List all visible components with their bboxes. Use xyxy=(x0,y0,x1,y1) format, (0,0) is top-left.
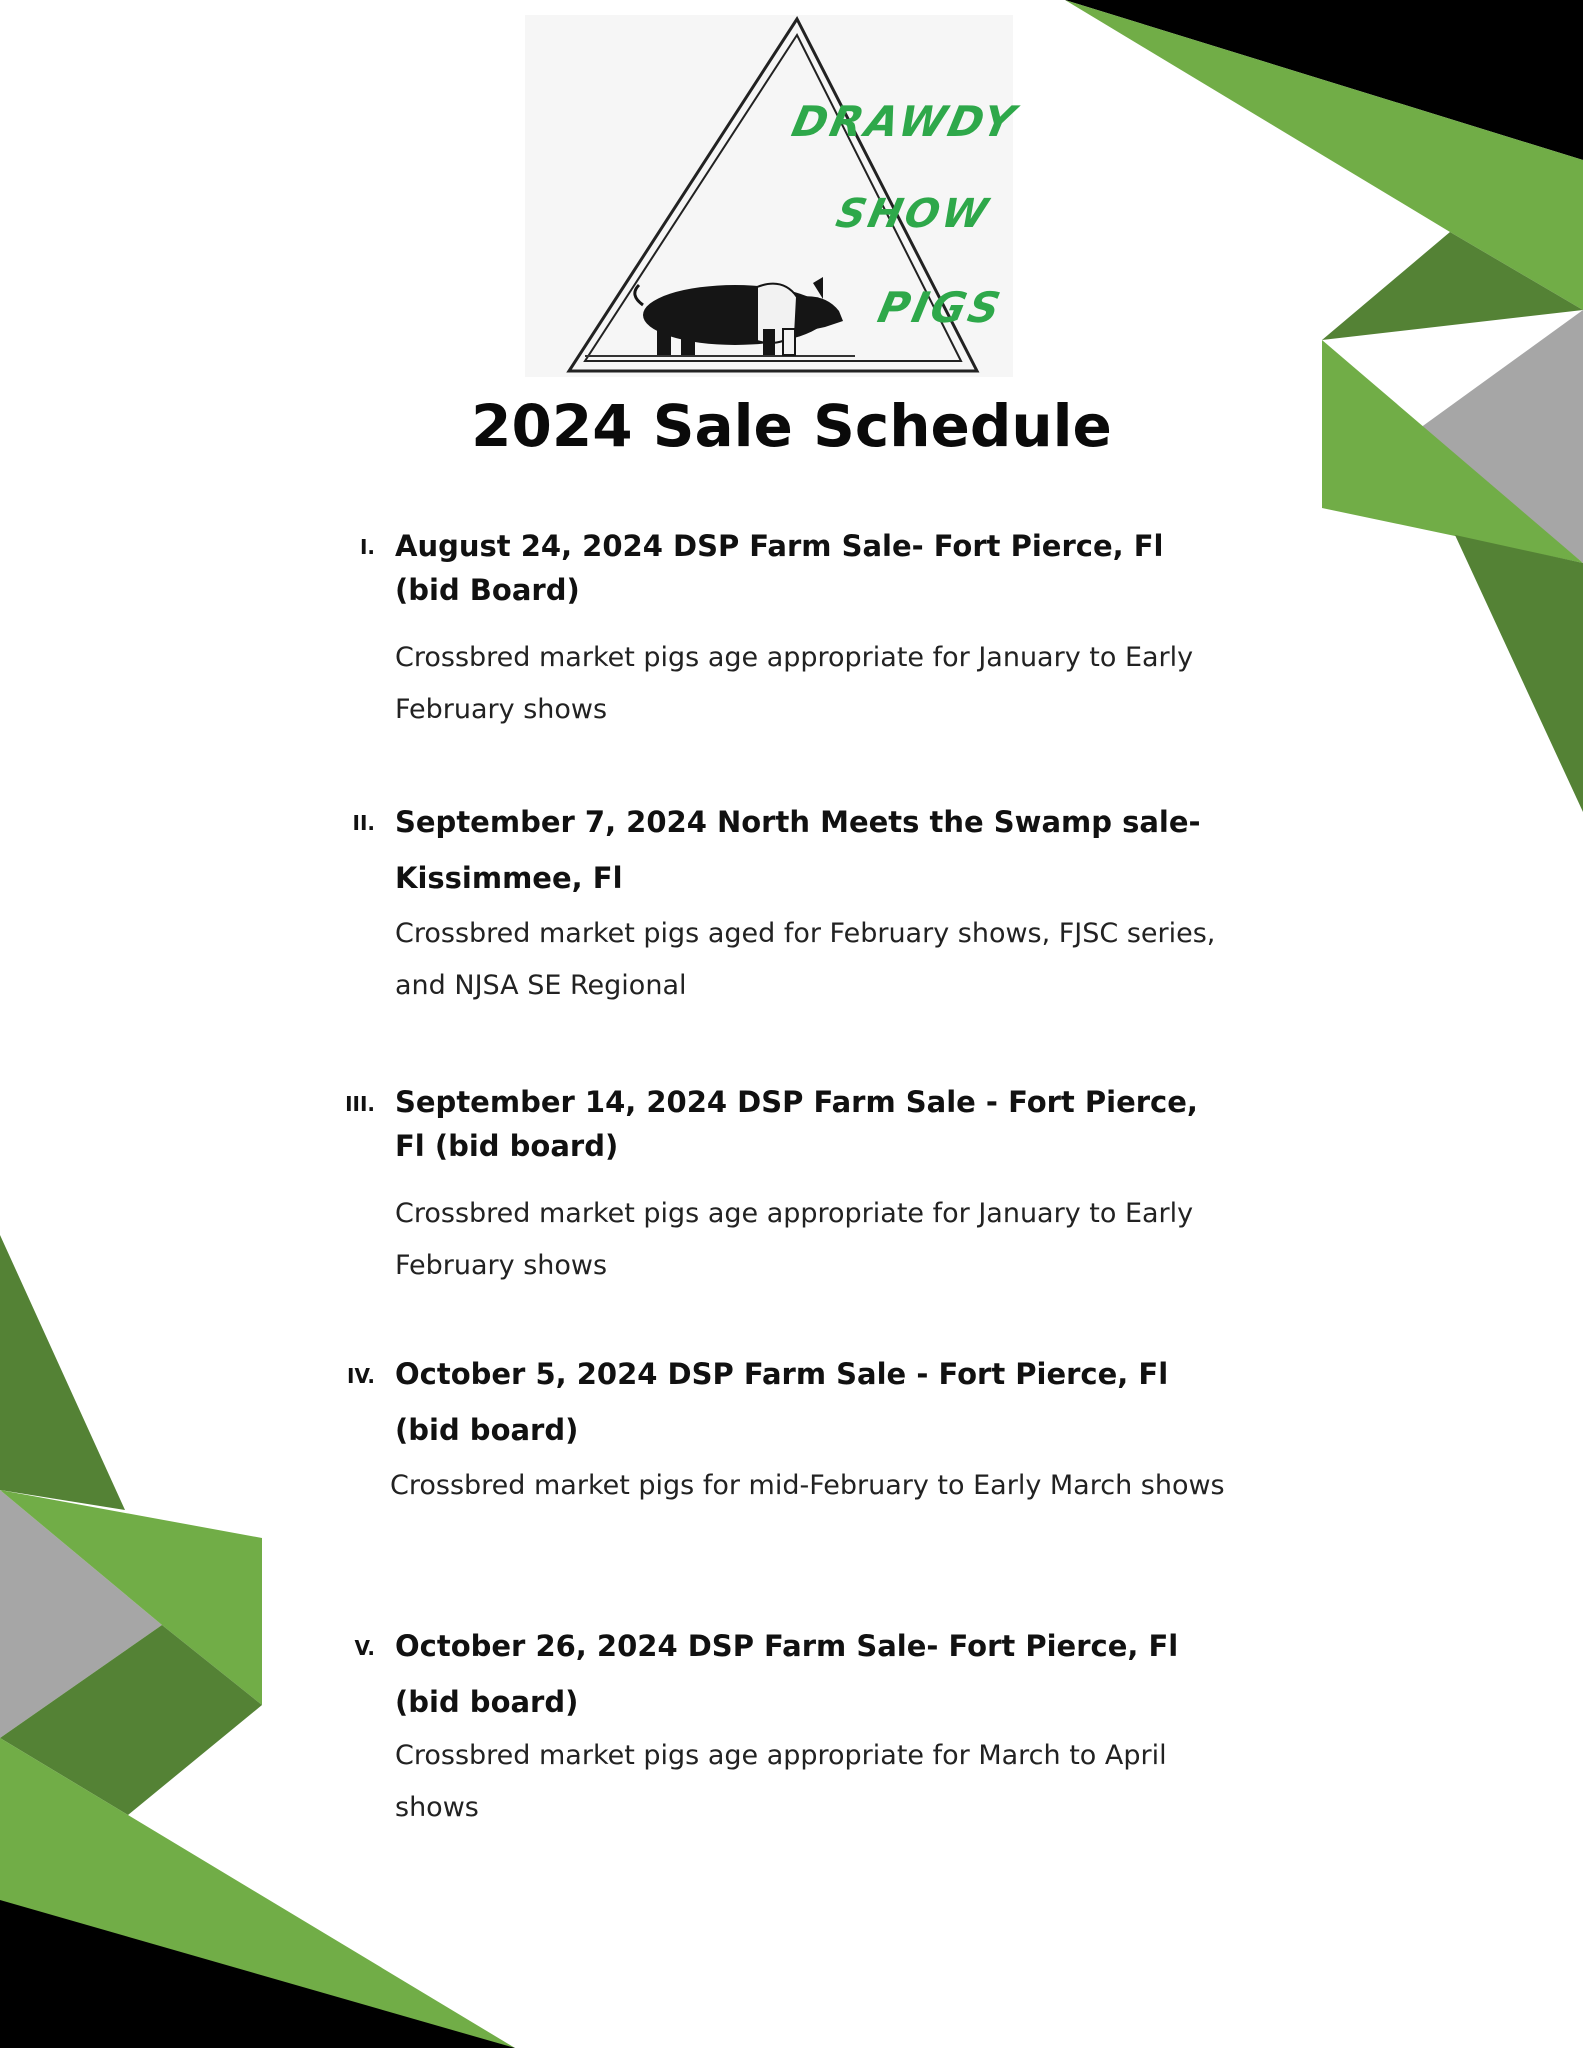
sale-numeral: V. xyxy=(354,1636,375,1660)
bottom-left-dark-green-shape xyxy=(0,1235,125,1510)
sale-description: Crossbred market pigs age appropriate for January to Early February shows xyxy=(395,642,1194,725)
sale-heading: August 24, 2024 DSP Farm Sale- Fort Pierce, Fl (bid Board) xyxy=(395,529,1164,607)
sale-heading: September 14, 2024 DSP Farm Sale - Fort Pierce, Fl (bid board) xyxy=(395,1085,1198,1163)
sale-heading: October 5, 2024 DSP Farm Sale - Fort Pierce, Fl (bid board) xyxy=(395,1357,1169,1447)
logo-line-2: SHOW xyxy=(832,191,995,237)
sale-numeral: I. xyxy=(359,535,375,559)
top-right-dark-green-tail-shape xyxy=(1455,535,1583,812)
sale-description: Crossbred market pigs age appropriate for March to April shows xyxy=(395,1740,1167,1823)
sale-numeral: II. xyxy=(352,811,375,835)
logo xyxy=(525,15,1022,377)
sale-description: Crossbred market pigs aged for February shows, FJSC series, and NJSA SE Regional xyxy=(395,918,1216,1001)
sale-description: Crossbred market pigs for mid-February to Early March shows xyxy=(390,1470,1225,1501)
page-title: 2024 Sale Schedule xyxy=(471,392,1112,460)
sale-numeral: III. xyxy=(345,1092,375,1116)
sale-heading: September 7, 2024 North Meets the Swamp sale- Kissimmee, Fl xyxy=(395,805,1201,895)
sale-description: Crossbred market pigs age appropriate for January to Early February shows xyxy=(395,1198,1194,1281)
pig-icon xyxy=(585,277,855,356)
logo-line-1: DRAWDY xyxy=(787,97,1022,146)
logo-line-3: PIGS xyxy=(873,283,1008,332)
sale-numeral: IV. xyxy=(347,1364,375,1388)
sale-heading: October 26, 2024 DSP Farm Sale- Fort Pierce, Fl (bid board) xyxy=(395,1629,1179,1719)
